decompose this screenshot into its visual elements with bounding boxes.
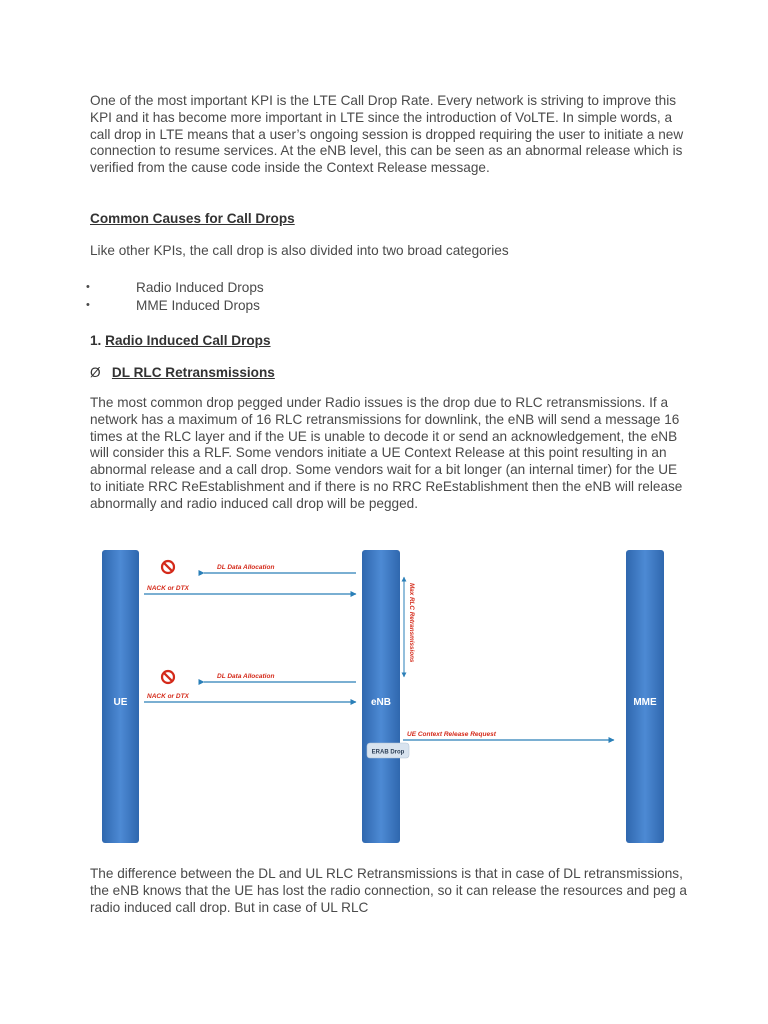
section-title: Common Causes for Call Drops <box>90 211 295 226</box>
ue-lifeline <box>102 550 139 843</box>
subsubsection-heading <box>90 365 275 380</box>
erab-drop-label: ERAB Drop <box>371 749 405 756</box>
dl-data-allocation-label: DL Data Allocation <box>217 564 275 571</box>
subsection-number: 1. <box>90 333 102 348</box>
bullet-text: Radio Induced Drops <box>136 280 264 295</box>
mme-lifeline <box>626 550 664 843</box>
mme-label: MME <box>633 697 657 708</box>
max-rlc-bracket <box>404 577 415 677</box>
section-heading <box>90 211 295 226</box>
context-release-label: UE Context Release Request <box>407 731 496 738</box>
enb-lifeline <box>362 550 400 843</box>
prohibit-icon <box>162 561 174 573</box>
closing-paragraph: The difference between the DL and UL RLC Retransmissions is that in case of DL retransmissions, the eNB knows that the UE has lost the radio connection, so it can release the resources and peg a radio induced call drop. But in case of UL RLC <box>90 866 687 915</box>
subsubsection-title: DL RLC Retransmissions <box>111 365 275 380</box>
prohibit-icon <box>162 671 174 683</box>
bullet-symbol: • <box>86 281 90 293</box>
nack-dtx-label: NACK or DTX <box>147 693 189 700</box>
dl-data-allocation-arrow <box>204 564 356 573</box>
nack-dtx-arrow <box>144 693 356 702</box>
erab-drop-box <box>367 743 409 758</box>
subsection-heading <box>90 333 271 348</box>
subsubsection-symbol: Ø <box>90 365 101 380</box>
max-rlc-label: Max RLC Retransmissions <box>408 583 415 663</box>
dl-data-allocation-label: DL Data Allocation <box>217 673 275 680</box>
enb-label: eNB <box>370 697 392 708</box>
sequence-diagram <box>94 545 674 850</box>
categories-intro: Like other KPIs, the call drop is also divided into two broad categories <box>90 243 509 258</box>
context-release-arrow <box>403 731 614 740</box>
bullet-symbol: • <box>86 299 90 311</box>
dl-paragraph: The most common drop pegged under Radio issues is the drop due to RLC retransmissions. If a network has a maximum of 16 RLC retransmissions for downlink, the eNB will send a message 16 times at the RLC layer and if the UE is unable to decode it or send an acknowledgement, the eNB will consider this a RLF. Some vendors initiate a UE Context Release at this point resulting in an abnormal release and a call drop. Some vendors wait for a bit longer (an internal timer) for the UE to initiate RRC ReEstablishment and if there is no RRC ReEstablishment then the eNB will release abnormally and radio induced call drop will be pegged. <box>90 395 683 511</box>
nack-dtx-label: NACK or DTX <box>147 585 189 592</box>
intro-paragraph: One of the most important KPI is the LTE Call Drop Rate. Every network is striving to improve this KPI and it has become more important in LTE since the introduction of VoLTE. In simple words, a call drop in LTE means that a user’s ongoing session is dropped requiring the user to initiate a new connection to resume services. At the eNB level, this can be seen as an abnormal release which is verified from the cause code inside the Context Release message. <box>90 93 684 176</box>
bullet-text: MME Induced Drops <box>136 298 260 313</box>
subsection-title: Radio Induced Call Drops <box>105 333 271 348</box>
nack-dtx-arrow <box>144 585 356 594</box>
dl-data-allocation-arrow <box>204 673 356 682</box>
ue-label: UE <box>113 697 128 708</box>
